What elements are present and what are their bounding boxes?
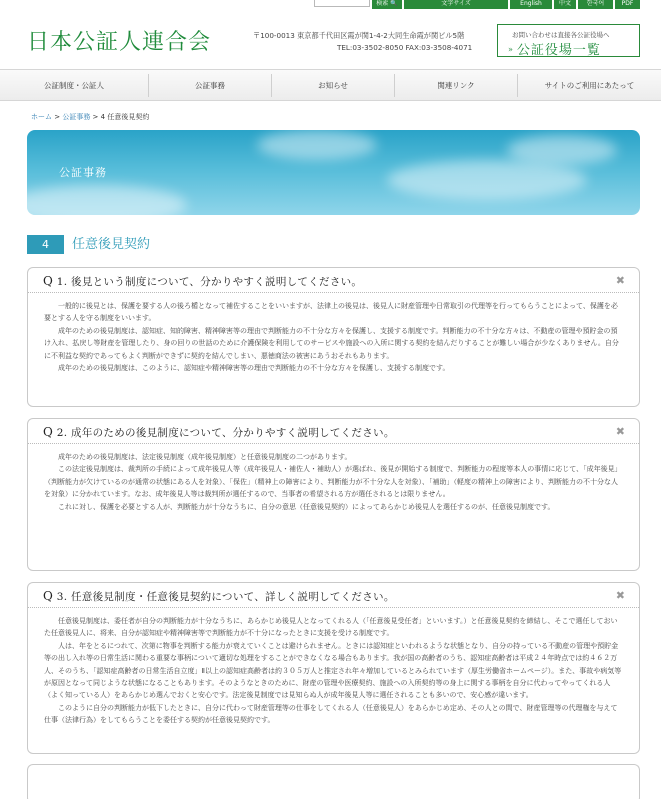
search-icon: 🔍 — [390, 0, 398, 7]
breadcrumb-separator: > — [90, 113, 101, 121]
answer-paragraph: 成年のための後見制度は、認知症、知的障害、精神障害等の理由で判断能力の不十分な方々を保護し、支援する制度です。判断能力の不十分な方々は、不動産の管理や預貯金の預け入れ、払戻し等財産を管理したり、身の回りの世話のために介護保険を利用してのサービスや施設への入所に関する契約を結んだりすることが難しい場合が少なくありません。自分に不利益な契約であってもよく判断ができずに契約を結んでしまい、悪徳商法の被害にあうおそれもあります。 — [44, 326, 619, 360]
faq-question-header[interactable] — [28, 268, 639, 293]
korean-label: 한국어 — [586, 0, 605, 7]
close-icon[interactable]: ✖ — [615, 425, 625, 438]
faq-question — [43, 589, 395, 604]
faq-question — [43, 425, 395, 440]
question-text: 1. 後見という制度について、分かりやすく説明してください。 — [56, 276, 363, 288]
question-text: 2. 成年のための後見制度について、分かりやすく説明してください。 — [56, 427, 395, 439]
nav-item-notary-system[interactable]: 公証制度・公証人 — [44, 81, 104, 90]
faq-question — [43, 274, 362, 289]
answer-paragraph: このように自分の判断能力が低下したときに、自分に代わって財産管理等の仕事をしてくれる人（任意後見人）をあらかじめ定め、その人との間で、財産管理等の代理権を与えて仕事（法律行為）をしてもらうことを委任する契約が任意後見契約です。 — [44, 703, 618, 725]
q-mark: Q — [43, 589, 54, 603]
close-icon[interactable]: ✖ — [615, 589, 625, 602]
banner-cloud — [27, 185, 187, 215]
site-logo[interactable]: 日本公証人連合会 — [27, 30, 212, 55]
global-nav — [0, 69, 661, 101]
faq-answer — [44, 615, 624, 727]
phone-fax-line: TEL:03-3502-8050 FAX:03-3508-4071 — [337, 43, 473, 52]
utility-bar — [0, 0, 661, 9]
double-arrow-icon: » — [508, 45, 514, 54]
faq-question-header[interactable] — [28, 583, 639, 608]
answer-paragraph: 成年のための後見制度は、このように、認知症や精神障害等の理由で判断能力の不十分な方々を保護し、支援する制度です。 — [58, 364, 450, 373]
search-button[interactable] — [372, 0, 402, 9]
section-title: 任意後見契約 — [72, 237, 151, 252]
contact-address — [253, 30, 472, 54]
pdf-link[interactable] — [615, 0, 640, 9]
address-line: 〒100-0013 東京都千代田区霞が関1-4-2大同生命霞が関ビル5階 — [253, 31, 465, 40]
english-link[interactable] — [510, 0, 552, 9]
answer-paragraph: 任意後見制度は、委任者が自分の判断能力が十分なうちに、あらかじめ後見人となってくれる人（「任意後見受任者」といいます。）と任意後見契約を締結し、そこで選任しておいた任意後見人に、将来、自分が認知症や精神障害等で判断能力が不十分になったときに支援を受ける制度です。 — [44, 617, 618, 638]
q-mark: Q — [43, 425, 54, 439]
page-title: 公証事務 — [59, 166, 107, 179]
office-list-title — [508, 39, 601, 58]
banner-cloud — [507, 135, 617, 165]
faq-item — [27, 582, 640, 754]
office-list-label: 公証役場一覧 — [516, 43, 601, 58]
faq-question-header[interactable] — [28, 419, 639, 444]
nav-item-site-usage[interactable]: サイトのご利用にあたって — [544, 81, 635, 90]
nav-item-links[interactable]: 関連リンク — [437, 81, 475, 90]
breadcrumb-home[interactable]: ホーム — [31, 113, 52, 121]
search-button-label: 検索 — [376, 0, 389, 7]
answer-paragraph: 一般的に後見とは、保護を要する人の後ろ楯となって補佐することをいいますが、法律上の後見は、後見人に財産管理や日常取引の代理等を行ってもらうことによって、保護を必要とする人を守る制度をいいます。 — [44, 302, 618, 323]
faq-item — [27, 267, 640, 407]
breadcrumb-current: 4 任意後見契約 — [100, 113, 150, 121]
breadcrumb — [31, 112, 149, 122]
answer-paragraph: この法定後見制度は、裁判所の手続によって成年後見人等（成年後見人・補佐人・補助人）が選ばれ、後見が開始する制度で、判断能力の程度等本人の事情に応じて、「成年後見」（判断能力が欠けているのが通常の状態にある人を対象）、「保佐」（精神上の障害により、判断能力が不十分な人を対象）、「補助」（軽度の精神上の障害により、判断能力の不十分な人を対象）に分かれています。なお、成年後見人等は裁判所が選任するので、当事者の希望される方が選任されるとは限りません。 — [44, 465, 622, 499]
answer-paragraph: これに対し、保護を必要とする人が、判断能力が十分なうちに、自分の意思（任意後見契約）によってあらかじめ後見人を選任するのが、任意後見制度です。 — [58, 502, 555, 511]
q-mark: Q — [43, 274, 54, 288]
nav-item-news[interactable]: お知らせ — [318, 81, 348, 90]
banner-cloud — [387, 160, 587, 200]
faq-answer — [44, 300, 624, 374]
pdf-label: PDF — [621, 0, 634, 7]
chinese-label: 中文 — [558, 0, 571, 7]
chinese-link[interactable] — [554, 0, 576, 9]
breadcrumb-notary-services[interactable]: 公証事務 — [62, 113, 91, 121]
close-icon[interactable]: ✖ — [615, 274, 625, 287]
faq-item — [27, 764, 640, 799]
question-text: 3. 任意後見制度・任意後見契約について、詳しく説明してください。 — [56, 591, 395, 603]
answer-paragraph: 人は、年をとるにつれて、次第に物事を判断する能力が衰えていくことは避けられません。ときには認知症といわれるような状態となり、自分の持っている不動産の管理や預貯金等の出し入れ等の日常生活に関わる重要な事柄について適切な処理をすることができなくなる場合もあります。我が国の高齢者のうち、認知症高齢者は平成２４年時点では約４６２万人、そのうち、「認知症高齢者の日常生活自立度」Ⅱ以上の認知症高齢者は約３０５万人と推定され年々増加しているとみられています（厚生労働省ホームページ）。また、事故や病気等が原因となって同じような状態になることもあります。そのようなときのために、財産の管理や医療契約、施設への入所契約等の身上に関する事柄を自分に代わってやってくれる人（よく知っている人）をあらかじめ選んでおくと安心です。法定後見制度では見知らぬ人が成年後見人等に選任されることも多いので、安心感が違います。 — [44, 641, 622, 700]
notary-office-list-button[interactable] — [497, 24, 640, 57]
text-size-control[interactable] — [404, 0, 508, 9]
text-size-label: 文字サイズ — [441, 0, 471, 7]
answer-paragraph: 成年のための後見制度は、法定後見制度（成年後見制度）と任意後見制度の二つがあります。 — [58, 453, 352, 461]
office-list-note: お問い合わせは直接各公証役場へ — [512, 31, 610, 39]
section-number: 4 — [27, 235, 64, 254]
english-label: English — [520, 0, 542, 7]
banner-cloud — [257, 130, 377, 160]
faq-item — [27, 418, 640, 571]
page-banner — [27, 130, 640, 215]
nav-item-notary-services[interactable]: 公証事務 — [195, 81, 225, 90]
search-input[interactable] — [314, 0, 370, 7]
breadcrumb-separator: > — [52, 113, 63, 121]
korean-link[interactable] — [578, 0, 613, 9]
faq-answer — [44, 451, 624, 513]
